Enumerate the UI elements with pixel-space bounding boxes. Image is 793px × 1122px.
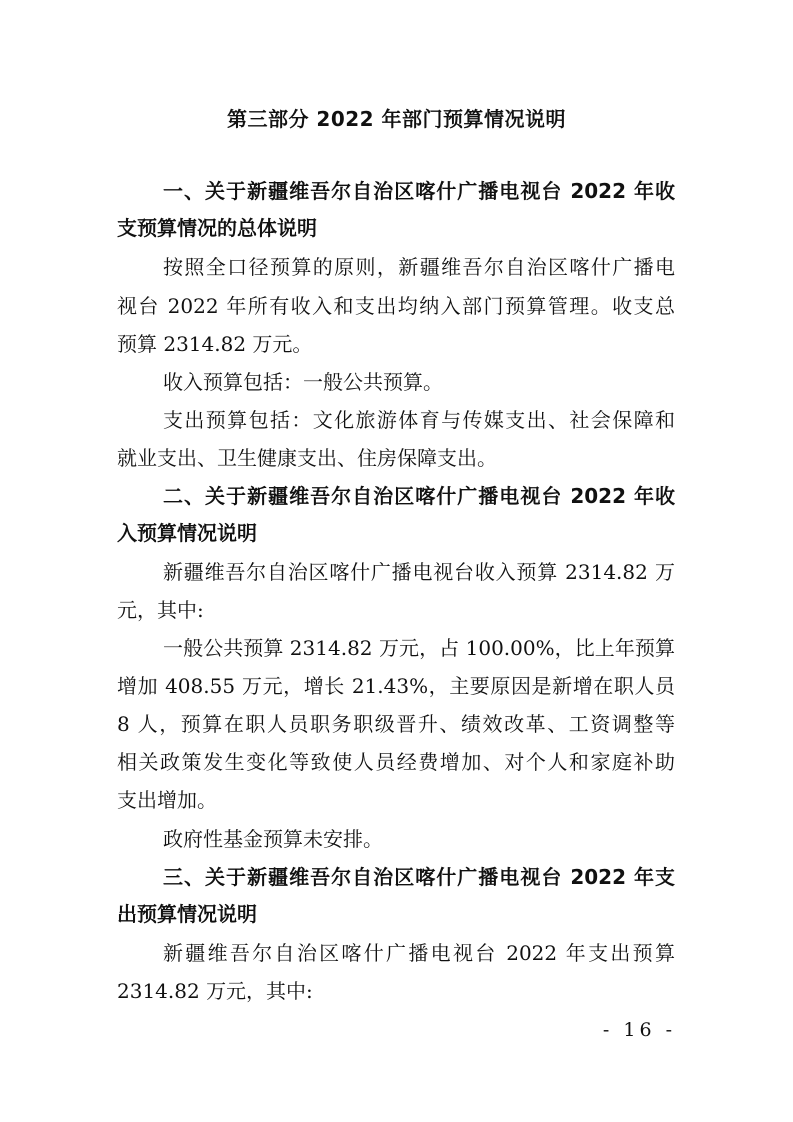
paragraph-line: 元，其中: <box>117 598 204 622</box>
paragraph-line: 8 人，预算在职人员职务职级晋升、绩效改革、工资调整等 <box>117 712 675 736</box>
section-1-heading-line-1: 一、关于新疆维吾尔自治区喀什广播电视台 2022 年收 <box>163 179 675 203</box>
paragraph-line: 预算 2314.82 万元。 <box>117 332 313 356</box>
section-2-heading-line-2: 入预算情况说明 <box>117 521 257 545</box>
section-1-heading-line-2: 支预算情况的总体说明 <box>117 216 317 240</box>
paragraph-line: 就业支出、卫生健康支出、住房保障支出。 <box>117 446 497 470</box>
paragraph-line: 支出预算包括：文化旅游体育与传媒支出、社会保障和 <box>163 408 675 432</box>
paragraph-line: 按照全口径预算的原则，新疆维吾尔自治区喀什广播电 <box>163 255 675 279</box>
paragraph-line: 增加 408.55 万元，增长 21.43%，主要原因是新增在职人员 <box>117 674 675 698</box>
section-3-heading-line-2: 出预算情况说明 <box>117 902 257 926</box>
paragraph-line: 相关政策发生变化等致使人员经费增加、对个人和家庭补助 <box>117 750 675 774</box>
paragraph-line: 2314.82 万元，其中: <box>117 979 313 1003</box>
paragraph-line: 一般公共预算 2314.82 万元，占 100.00%，比上年预算 <box>163 636 675 660</box>
paragraph-line: 支出增加。 <box>117 788 217 812</box>
paragraph-line: 收入预算包括：一般公共预算。 <box>163 370 443 394</box>
page-title: 第三部分 2022 年部门预算情况说明 <box>226 107 567 131</box>
section-2-heading-line-1: 二、关于新疆维吾尔自治区喀什广播电视台 2022 年收 <box>163 484 675 508</box>
section-3-heading-line-1: 三、关于新疆维吾尔自治区喀什广播电视台 2022 年支 <box>163 865 675 889</box>
paragraph-line: 视台 2022 年所有收入和支出均纳入部门预算管理。收支总 <box>117 294 675 318</box>
paragraph-line: 新疆维吾尔自治区喀什广播电视台收入预算 2314.82 万 <box>163 560 675 584</box>
page-number: - 16 - <box>602 1019 676 1041</box>
paragraph-line: 新疆维吾尔自治区喀什广播电视台 2022 年支出预算 <box>163 941 675 965</box>
paragraph-line: 政府性基金预算未安排。 <box>163 827 383 851</box>
